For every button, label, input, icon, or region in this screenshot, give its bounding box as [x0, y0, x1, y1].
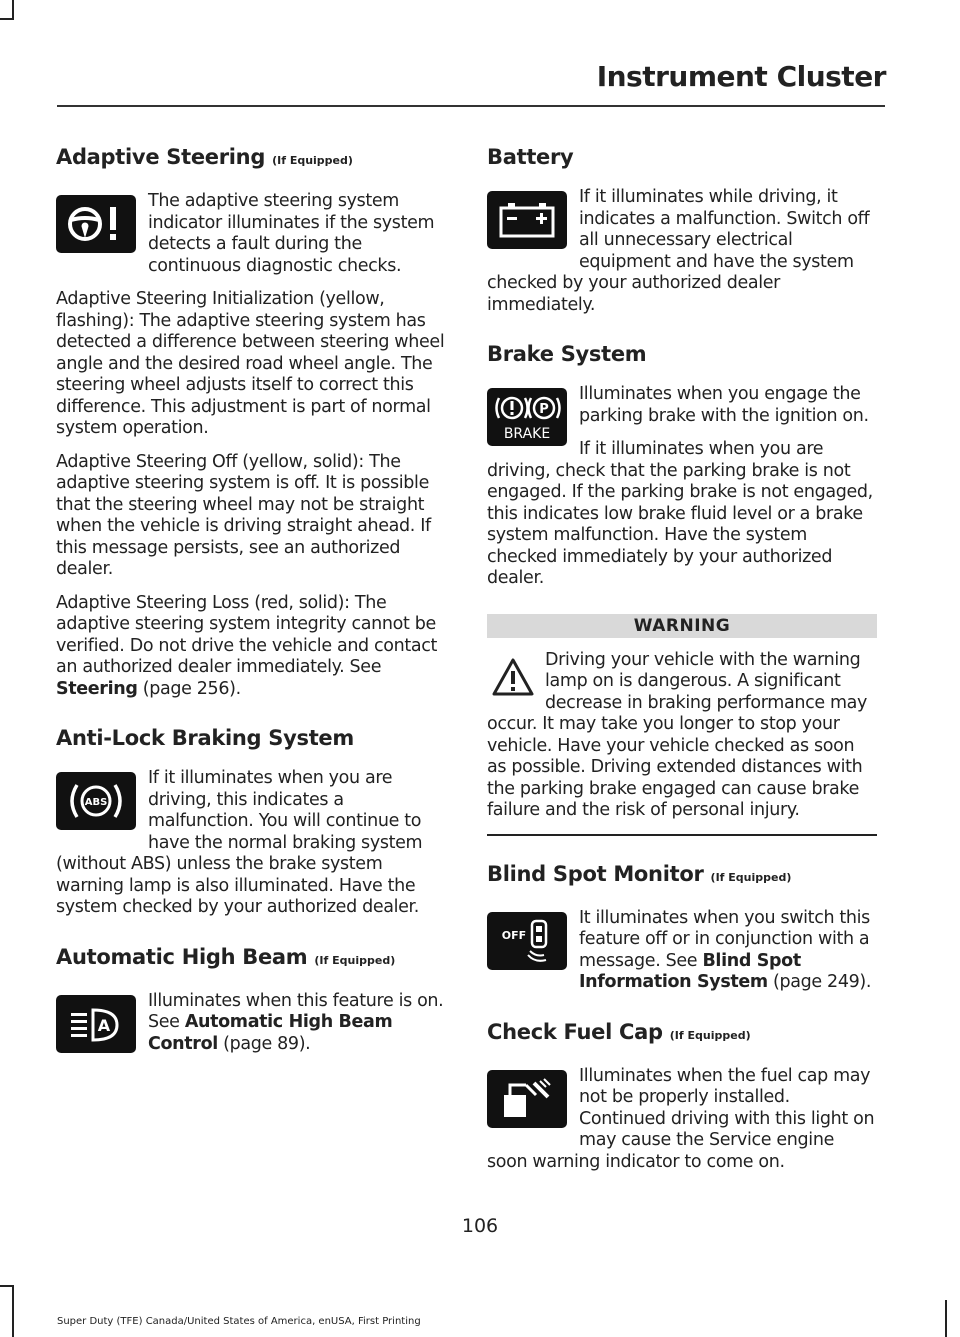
- left-column: [56, 143, 446, 1079]
- paragraph: If it illuminates when you are driving, this indicates a malfunction. You will continue to have the normal braking system (without ABS) unless the brake system warning lamp is also illuminated. Have the system checked by your authorized dealer.: [56, 768, 423, 917]
- section-title: Battery: [487, 145, 574, 169]
- paragraph: The adaptive steering system indicator illuminates if the system detects a fault during the continuous diagnostic checks.: [148, 191, 435, 276]
- cross-reference-link[interactable]: Blind Spot Information System: [579, 950, 801, 992]
- section-battery: [487, 143, 877, 316]
- crop-mark-top-left-h: [0, 18, 14, 20]
- brake-warning-icon: [487, 388, 567, 446]
- paragraph: Adaptive Steering Off (yellow, solid): The adaptive steering system is off. It is possible that the steering wheel may not be straight when the vehicle is driving straight ahead. If this message persists, see an authorized dealer.: [56, 451, 431, 579]
- svg-text:OFF: OFF: [501, 928, 527, 942]
- crop-mark-bottom-left-h: [0, 1285, 14, 1287]
- svg-text:A: A: [97, 1015, 111, 1035]
- footer-text: Super Duty (TFE) Canada/United States of America, enUSA, First Printing: [57, 1316, 421, 1327]
- section-title: Blind Spot Monitor (If Equipped): [487, 861, 792, 886]
- paragraph: If it illuminates when you are driving, check that the parking brake is not engaged. If the parking brake is not engaged, this indicates low brake fluid level or a brake system malfunction. Have the system checked immediately by your authorized dealer.: [487, 439, 873, 588]
- svg-text:P: P: [539, 402, 549, 417]
- cross-reference-link[interactable]: Automatic High Beam Control: [148, 1012, 393, 1054]
- warning-rule: [487, 834, 877, 836]
- steering-warning-icon: [56, 195, 136, 253]
- section-automatic-high-beam: [56, 943, 446, 1056]
- section-title: Anti-Lock Braking System: [56, 726, 354, 750]
- paragraph: Adaptive Steering Loss (red, solid): The adaptive steering system integrity cannot be verified. Do not drive the vehicle and contact an authorized dealer immediately. See Steering (page 256).: [56, 592, 438, 699]
- section-brake-system: [487, 340, 877, 590]
- warning-triangle-icon: [491, 656, 535, 700]
- header-rule: [57, 105, 885, 107]
- section-check-fuel-cap: [487, 1018, 877, 1174]
- section-abs: [56, 724, 446, 919]
- page-header-title: Instrument Cluster: [596, 60, 886, 93]
- paragraph: Adaptive Steering Initialization (yellow, flashing): The adaptive steering system has detected a difference between steering wheel angle and the desired road wheel angle. The steering wheel adjusts itself to correct this difference. This adjustment is part of normal system operation.: [56, 289, 445, 438]
- cross-reference-link[interactable]: Steering: [56, 678, 138, 699]
- warning-box: [487, 614, 877, 836]
- paragraph: Illuminates when you engage the parking brake with the ignition on.: [579, 384, 869, 426]
- crop-mark-bottom-right: [945, 1300, 947, 1337]
- crop-mark-bottom-left: [12, 1285, 14, 1337]
- crop-mark-top-left: [12, 0, 14, 20]
- section-title: Check Fuel Cap (If Equipped): [487, 1019, 751, 1044]
- paragraph: If it illuminates while driving, it indicates a malfunction. Switch off all unnecessary electrical equipment and have the system checked by your authorized dealer immediately.: [487, 187, 870, 315]
- warning-text: Driving your vehicle with the warning lamp on is dangerous. A significant decrease in braking performance may occur. It may take you longer to stop your vehicle. Have your vehicle checked as soon as possible. Driving extended distances with the parking brake engaged can cause brake failure and the risk of personal injury.: [487, 649, 868, 820]
- warning-label: WARNING: [487, 614, 877, 638]
- auto-high-beam-icon: [56, 995, 136, 1053]
- section-title: Brake System: [487, 342, 647, 366]
- right-column: [487, 143, 877, 1197]
- section-adaptive-steering: [56, 143, 446, 700]
- svg-text:BRAKE: BRAKE: [503, 426, 551, 442]
- blind-spot-off-icon: [487, 912, 567, 970]
- svg-text:ABS: ABS: [84, 797, 108, 808]
- fuel-cap-icon: [487, 1070, 567, 1128]
- abs-icon: [56, 772, 136, 830]
- section-title: Automatic High Beam (If Equipped): [56, 944, 396, 969]
- battery-icon: [487, 191, 567, 249]
- paragraph: Illuminates when this feature is on. See Automatic High Beam Control (page 89).: [148, 990, 444, 1054]
- section-blind-spot-monitor: [487, 860, 877, 994]
- section-title: Adaptive Steering (If Equipped): [56, 145, 353, 169]
- paragraph: Illuminates when the fuel cap may not be properly installed. Continued driving with this light on may cause the Service engine soon warning indicator to come on.: [487, 1065, 875, 1172]
- page-number: 106: [461, 1215, 499, 1237]
- paragraph: It illuminates when you switch this feature off or in conjunction with a message. See Blind Spot Information System (page 249).: [579, 907, 872, 992]
